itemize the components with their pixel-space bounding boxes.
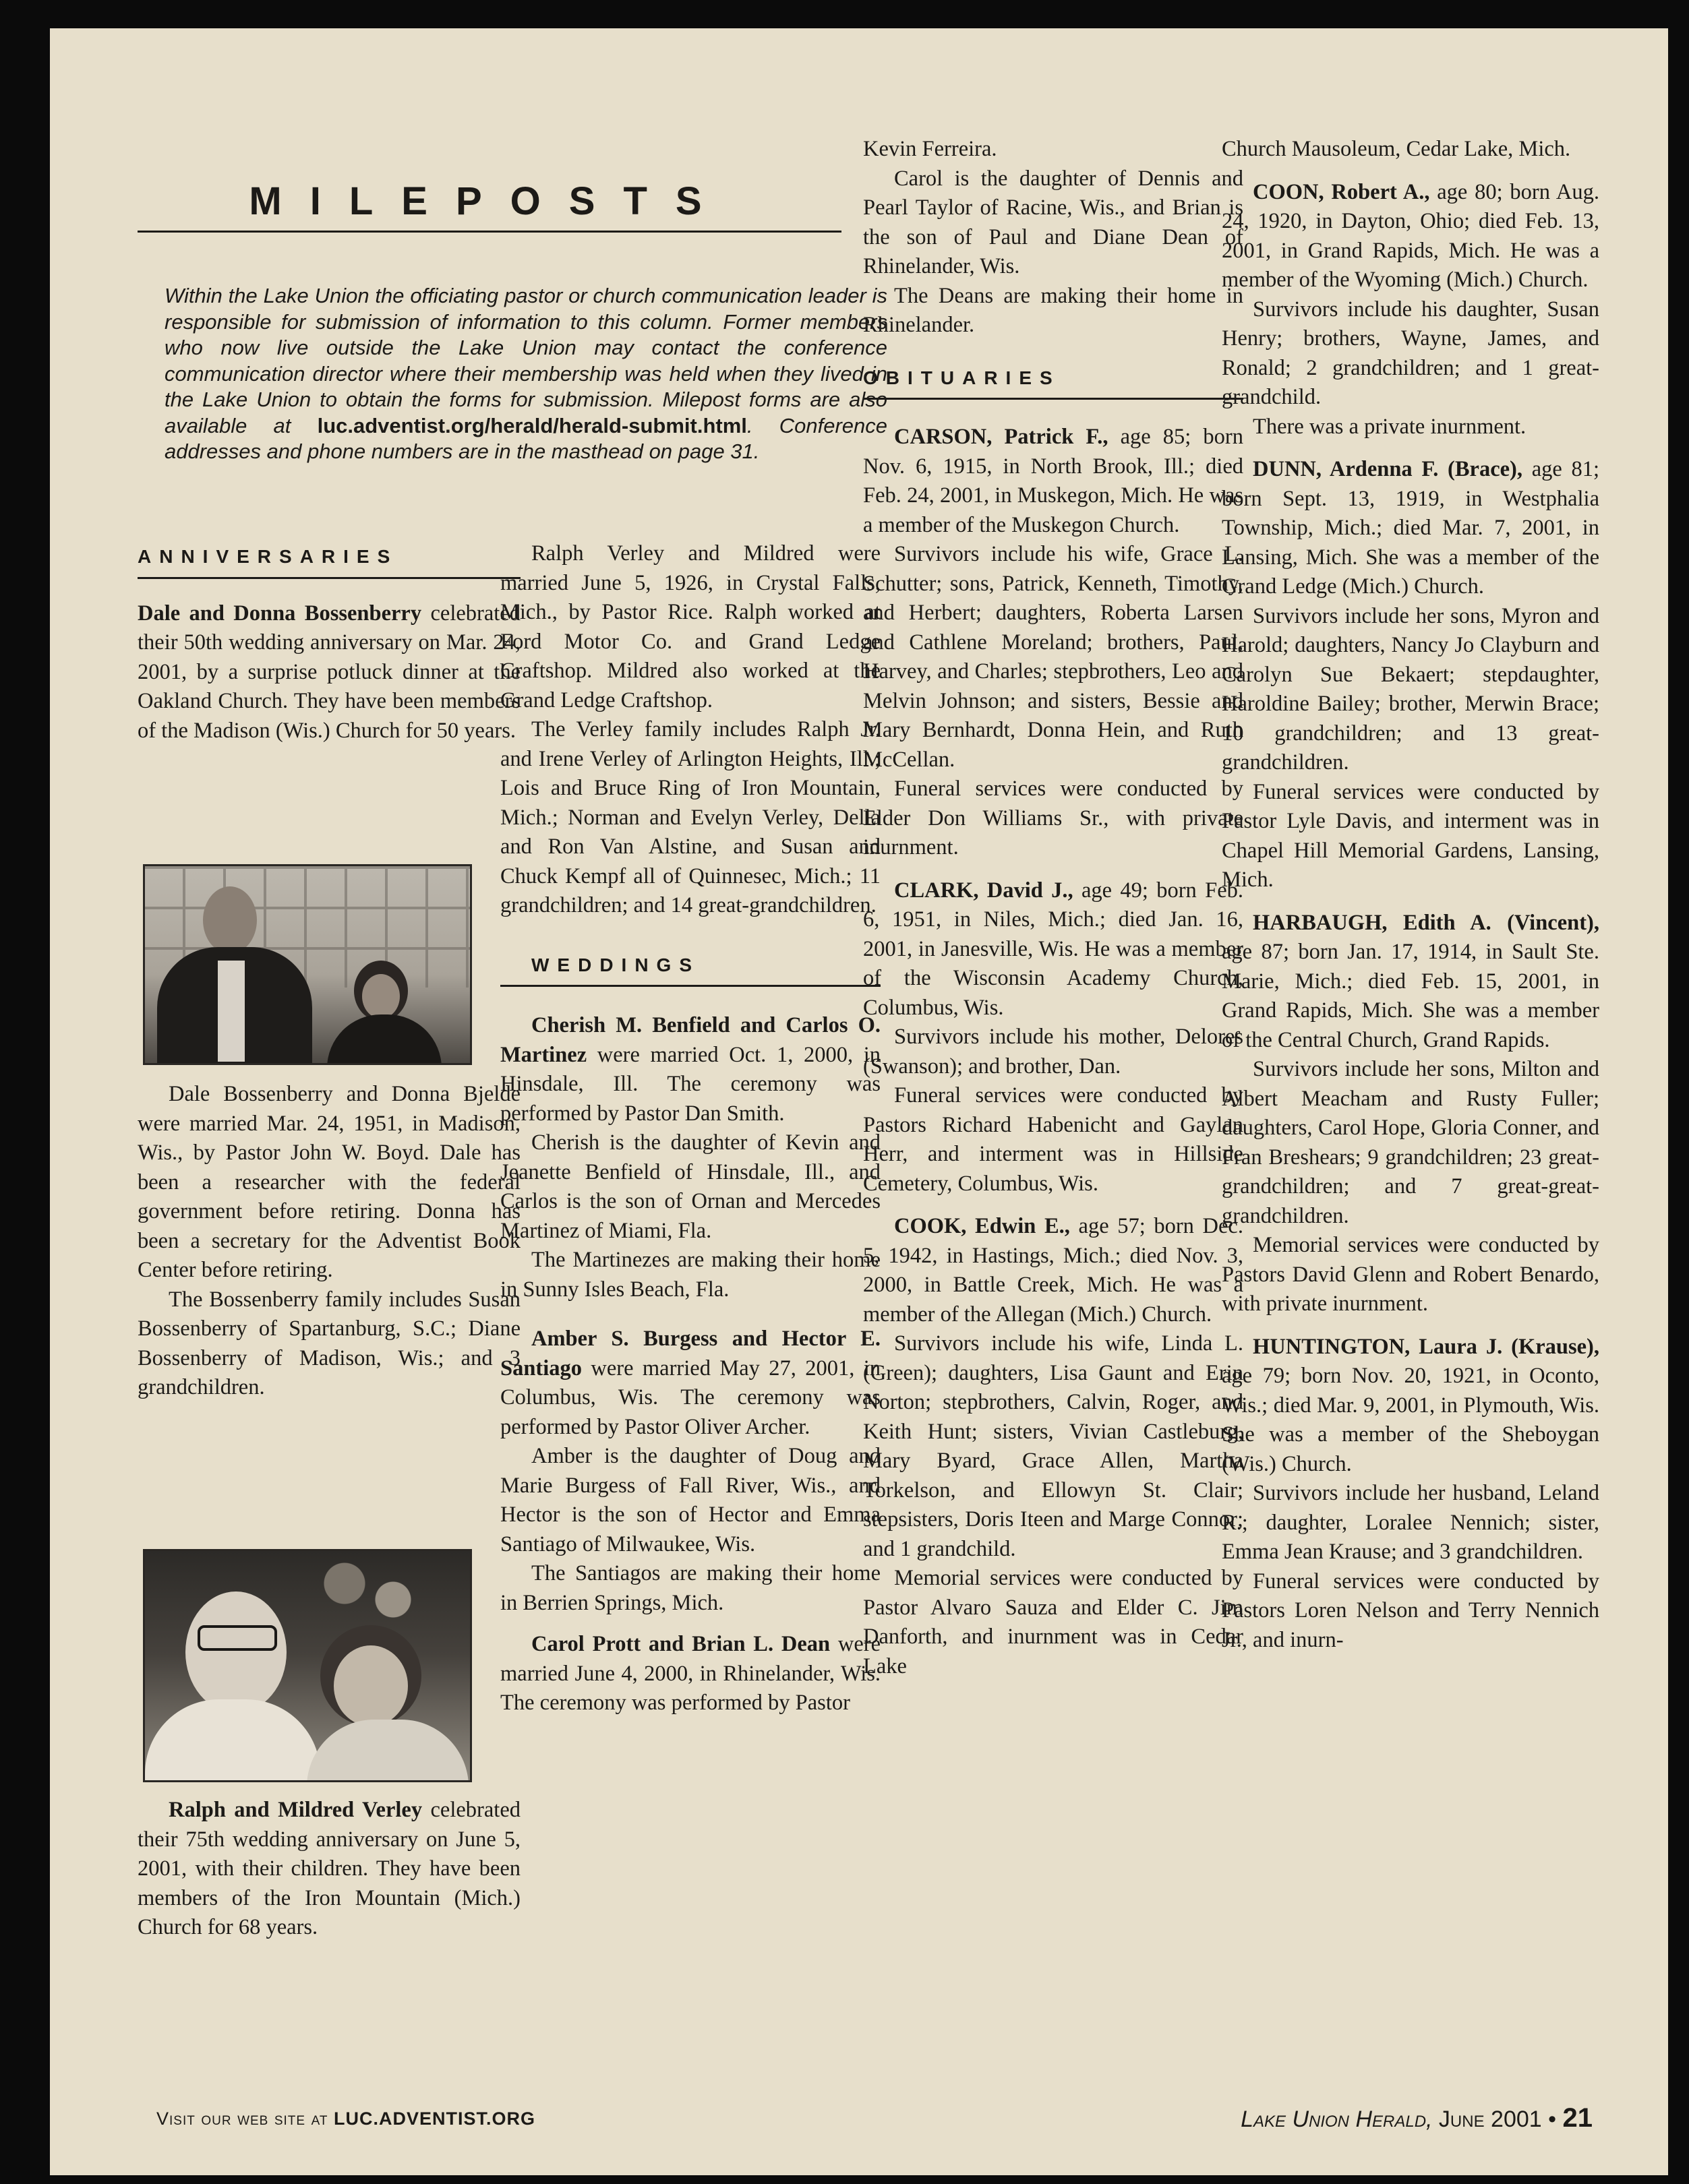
cook-p3: Memorial services were conducted by Pastor Alvaro Sauza and Elder C. Jim Danforth, and inurnment was in Cedar Lake <box>863 1566 1243 1678</box>
cook-p2: Survivors include his wife, Linda L. (Green); daughters, Lisa Gaunt and Erin Norton; stepbrothers, Calvin, Roger, and Keith Hunt; sisters, Vivian Castleburg, Mary Byard, Grace Allen, Martha Torkelson, and Ellowyn St. Clair; stepsisters, Doris Iteen and Marge Connor; and 1 grandchild. <box>863 1331 1243 1561</box>
verley-paragraph-2: The Verley family includes Ralph Jr. and Irene Verley of Arlington Heights, Ill.; Lois and Bruce Ring of Iron Mountain, Mich.; Norman and Evelyn Verley, Della and Ron Van Alstine, and Susan and Chuck Kempf all of Quinnesec, Mich.; 11 grandchildren; and 14 great-grandchildren. <box>500 717 881 917</box>
obituary-harbaugh <box>1222 909 1599 1056</box>
prott-dean-text: were married June 4, 2000, in Rhinelander, Wis. The ceremony was performed by Pastor <box>500 1632 881 1715</box>
intro-paragraph <box>165 283 887 465</box>
column-4 <box>1222 135 1599 1655</box>
carson-name: CARSON, Patrick F., <box>894 425 1108 449</box>
huntington-text: age 79; born Nov. 20, 1921, in Oconto, Wis.; died Mar. 9, 2001, in Plymouth, Wis. She was a member of the Sheboygan (Wis.) Church. <box>1222 1364 1599 1476</box>
column-2 <box>500 539 881 1718</box>
verley-paragraph-1: Ralph Verley and Mildred were married June 5, 1926, in Crystal Falls, Mich., by Pastor Rice. Ralph worked at Ford Motor Co. and Grand Ledge Craftshop. Mildred also worked at the Grand Ledge Craftshop. <box>500 541 881 712</box>
coon-name: COON, Robert A., <box>1253 179 1430 204</box>
coon-p3: There was a private inurnment. <box>1253 414 1527 439</box>
coon-p2: Survivors include his daughter, Susan Henry; brothers, Wayne, James, and Ronald; 2 grandchildren; and 1 great-grandchild. <box>1222 297 1599 409</box>
verley-text: celebrated their 75th wedding anniversary on June 5, 2001, with their children. They have been members of the Iron Mountain (Mich.) Church for 68 years. <box>138 1798 521 1939</box>
anniversaries-heading <box>138 542 521 579</box>
huntington-name: HUNTINGTON, Laura J. (Krause), <box>1253 1334 1599 1359</box>
anniversary-entry-bossenberry <box>138 599 521 746</box>
obituary-clark <box>863 876 1243 1023</box>
masthead-title-text: MILEPOSTS <box>249 179 730 223</box>
harbaugh-p2: Survivors include her sons, Milton and Albert Meacham and Rusty Fuller; daughters, Carol Hope, Gloria Conner, and Fran Breshears; 9 grandchildren; 23 great-grandchildren; and 7 great-great-grandchildren. <box>1222 1057 1599 1228</box>
column-3 <box>863 135 1243 1681</box>
burgess-santiago-p2: Amber is the daughter of Doug and Marie Burgess of Fall River, Wis., and Hector is the son of Hector and Emma Santiago of Milwaukee, Wis. <box>500 1444 881 1556</box>
cook-name: COOK, Edwin E., <box>894 1214 1070 1238</box>
prott-dean-continued: Kevin Ferreira. <box>863 137 997 161</box>
obituary-coon <box>1222 178 1599 295</box>
huntington-p2: Survivors include her husband, Leland R.; daughter, Loralee Nennich; sister, Emma Jean Krause; and 3 grandchildren. <box>1222 1481 1599 1564</box>
clark-text: age 49; born Feb. 6, 1951, in Niles, Mich.; died Jan. 16, 2001, in Janesville, Wis. He was a member of the Wisconsin Academy Church, Columbus, Wis. <box>863 878 1243 1020</box>
cook-continued: Church Mausoleum, Cedar Lake, Mich. <box>1222 137 1571 161</box>
benfield-martinez-p3: The Martinezes are making their home in Sunny Isles Beach, Fla. <box>500 1248 881 1302</box>
footer-website-label: Visit our web site at <box>156 2109 334 2129</box>
masthead-rule <box>138 231 841 233</box>
harbaugh-p3: Memorial services were conducted by Pastors David Glenn and Robert Benardo, with private inurnment. <box>1222 1233 1599 1316</box>
footer-folio <box>1241 2103 1593 2133</box>
prott-dean-names: Carol Prott and Brian L. Dean <box>531 1632 831 1656</box>
bossenberry-photo <box>143 864 472 1065</box>
wedding-burgess-santiago <box>500 1325 881 1442</box>
bossenberry-caption: Dale Bossenberry and Donna Bjelde were married Mar. 24, 1951, in Madison, Wis., by Pastor John W. Boyd. Dale has been a researcher with the federal government before retiring. Donna has been a secretary for the Adventist Book Center before retiring. <box>138 1082 521 1282</box>
intro-text-after: . Conference addresses and phone numbers are in the masthead on page 31. <box>165 413 887 463</box>
masthead-title <box>138 179 841 223</box>
footer-website-link[interactable]: LUC.ADVENTIST.ORG <box>333 2109 535 2129</box>
verley-names: Ralph and Mildred Verley <box>169 1798 423 1822</box>
footer-publication: Lake Union Herald, <box>1241 2106 1433 2132</box>
bossenberry-family: The Bossenberry family includes Susan Bossenberry of Spartanburg, S.C.; Diane Bossenberry of Madison, Wis.; and 3 grandchildren. <box>138 1287 521 1399</box>
benfield-martinez-text: were married Oct. 1, 2000, in Hinsdale, Ill. The ceremony was performed by Pastor Dan Smith. <box>500 1042 881 1126</box>
dunn-text: age 81; born Sept. 13, 1919, in Westphalia Township, Mich.; died Mar. 7, 2001, in Lansing, Mich. She was a member of the Grand Ledge (Mich.) Church. <box>1222 457 1599 599</box>
verley-photo <box>143 1549 472 1782</box>
harbaugh-text: age 87; born Jan. 17, 1914, in Sault Ste. Marie, Mich.; died Feb. 15, 2001, in Grand Rapids, Mich. She was a member of the Central Church, Grand Rapids. <box>1222 940 1599 1052</box>
obituaries-heading-text: OBITUARIES <box>863 367 1061 388</box>
obituary-huntington <box>1222 1333 1599 1480</box>
masthead <box>138 179 841 233</box>
wedding-prott-dean <box>500 1630 881 1718</box>
wedding-benfield-martinez <box>500 1011 881 1128</box>
clark-name: CLARK, David J., <box>894 878 1073 903</box>
magazine-page <box>50 28 1668 2175</box>
clark-p2: Survivors include his mother, Delores (Swanson); and brother, Dan. <box>863 1025 1243 1079</box>
column-1-bottom <box>138 1796 521 1943</box>
carson-p3: Funeral services were conducted by Elder Don Williams Sr., with private inurnment. <box>863 777 1243 859</box>
coon-text: age 80; born Aug. 24, 1920, in Dayton, Ohio; died Feb. 13, 2001, in Grand Rapids, Mich. He was a member of the Wyoming (Mich.) Church. <box>1222 179 1599 292</box>
dunn-p3: Funeral services were conducted by Pastor Lyle Davis, and interment was in Chapel Hill Memorial Gardens, Lansing, Mich. <box>1222 779 1599 892</box>
submission-link[interactable]: luc.adventist.org/herald/herald-submit.html <box>317 413 747 437</box>
cook-text: age 57; born Dec. 5, 1942, in Hastings, Mich.; died Nov. 3, 2000, in Battle Creek, Mich. He was a member of the Allegan (Mich.) Church. <box>863 1214 1243 1327</box>
bossenberry-text: celebrated their 50th wedding anniversary on Mar. 24, 2001, by a surprise potluck dinner at the Oakland Church. They have been members of the Madison (Wis.) Church for 50 years. <box>138 601 521 743</box>
page-number: 21 <box>1562 2103 1593 2133</box>
carson-p2: Survivors include his wife, Grace L. Schutter; sons, Patrick, Kenneth, Timothy, and Herbert; daughters, Roberta Larsen and Cathlene Moreland; brothers, Paul, Harvey, and Charles; stepbrothers, Leo and Melvin Johnson; and sisters, Bessie and Mary Bernhardt, Donna Hein, and Ruth McCellan. <box>863 542 1243 772</box>
burgess-santiago-p3: The Santiagos are making their home in Berrien Springs, Mich. <box>500 1561 881 1615</box>
huntington-p3: Funeral services were conducted by Pastors Loren Nelson and Terry Nennich Jr., and inurn- <box>1222 1569 1599 1652</box>
burgess-santiago-text: were married May 27, 2001, in Columbus, Wis. The ceremony was performed by Pastor Oliver Archer. <box>500 1356 881 1439</box>
column-1 <box>138 542 521 746</box>
bossenberry-names: Dale and Donna Bossenberry <box>138 601 422 626</box>
footer-website <box>156 2109 535 2129</box>
harbaugh-name: HARBAUGH, Edith A. (Vincent), <box>1253 910 1599 935</box>
dunn-p2: Survivors include her sons, Myron and Harold; daughters, Nancy Jo Clayburn and Carolyn Sue Bekaert; stepdaughter, Haroldine Bailey; brother, Merwin Brace; 10 grandchildren; and 13 great-grandchildren. <box>1222 603 1599 775</box>
clark-p3: Funeral services were conducted by Pastors Richard Habenicht and Gaylan Herr, and interment was in Hillside Cemetery, Columbus, Wis. <box>863 1083 1243 1196</box>
obituary-cook <box>863 1212 1243 1329</box>
burgess-santiago-names: Amber S. Burgess and Hector E. Santiago <box>500 1327 881 1381</box>
intro-text: Within the Lake Union the officiating pastor or church communication leader is responsible for submission of information to this column. Former members who now live outside the Lake Union may contact the conference communication director where their membership was held when they lived in the Lake Union to obtain the forms for submission. Milepost forms are also available at <box>165 284 887 437</box>
footer-bullet: • <box>1548 2106 1557 2132</box>
anniversaries-heading-text: ANNIVERSARIES <box>138 546 398 567</box>
carson-text: age 85; born Nov. 6, 1915, in North Brook, Ill.; died Feb. 24, 2001, in Muskegon, Mich. He was a member of the Muskegon Church. <box>863 425 1243 537</box>
weddings-heading-text: WEDDINGS <box>531 954 700 975</box>
obituary-dunn <box>1222 455 1599 602</box>
verley-anniversary <box>138 1796 521 1943</box>
prott-dean-p2: Carol is the daughter of Dennis and Pearl Taylor of Racine, Wis., and Brian is the son of Paul and Diane Dean of Rhinelander, Wis. <box>863 166 1243 278</box>
footer-date: June 2001 <box>1438 2106 1542 2132</box>
benfield-martinez-p2: Cherish is the daughter of Kevin and Jeanette Benfield of Hinsdale, Ill., and Carlos is the son of Ornan and Mercedes Martinez of Miami, Fla. <box>500 1130 881 1243</box>
column-1-lower <box>138 1080 521 1403</box>
prott-dean-p3: The Deans are making their home in Rhinelander. <box>863 283 1243 337</box>
weddings-heading <box>500 950 881 988</box>
dunn-name: DUNN, Ardenna F. (Brace), <box>1253 457 1523 481</box>
obituary-carson <box>863 423 1243 540</box>
benfield-martinez-names: Cherish M. Benfield and Carlos O. Martinez <box>500 1013 881 1067</box>
obituaries-heading <box>863 363 1243 400</box>
